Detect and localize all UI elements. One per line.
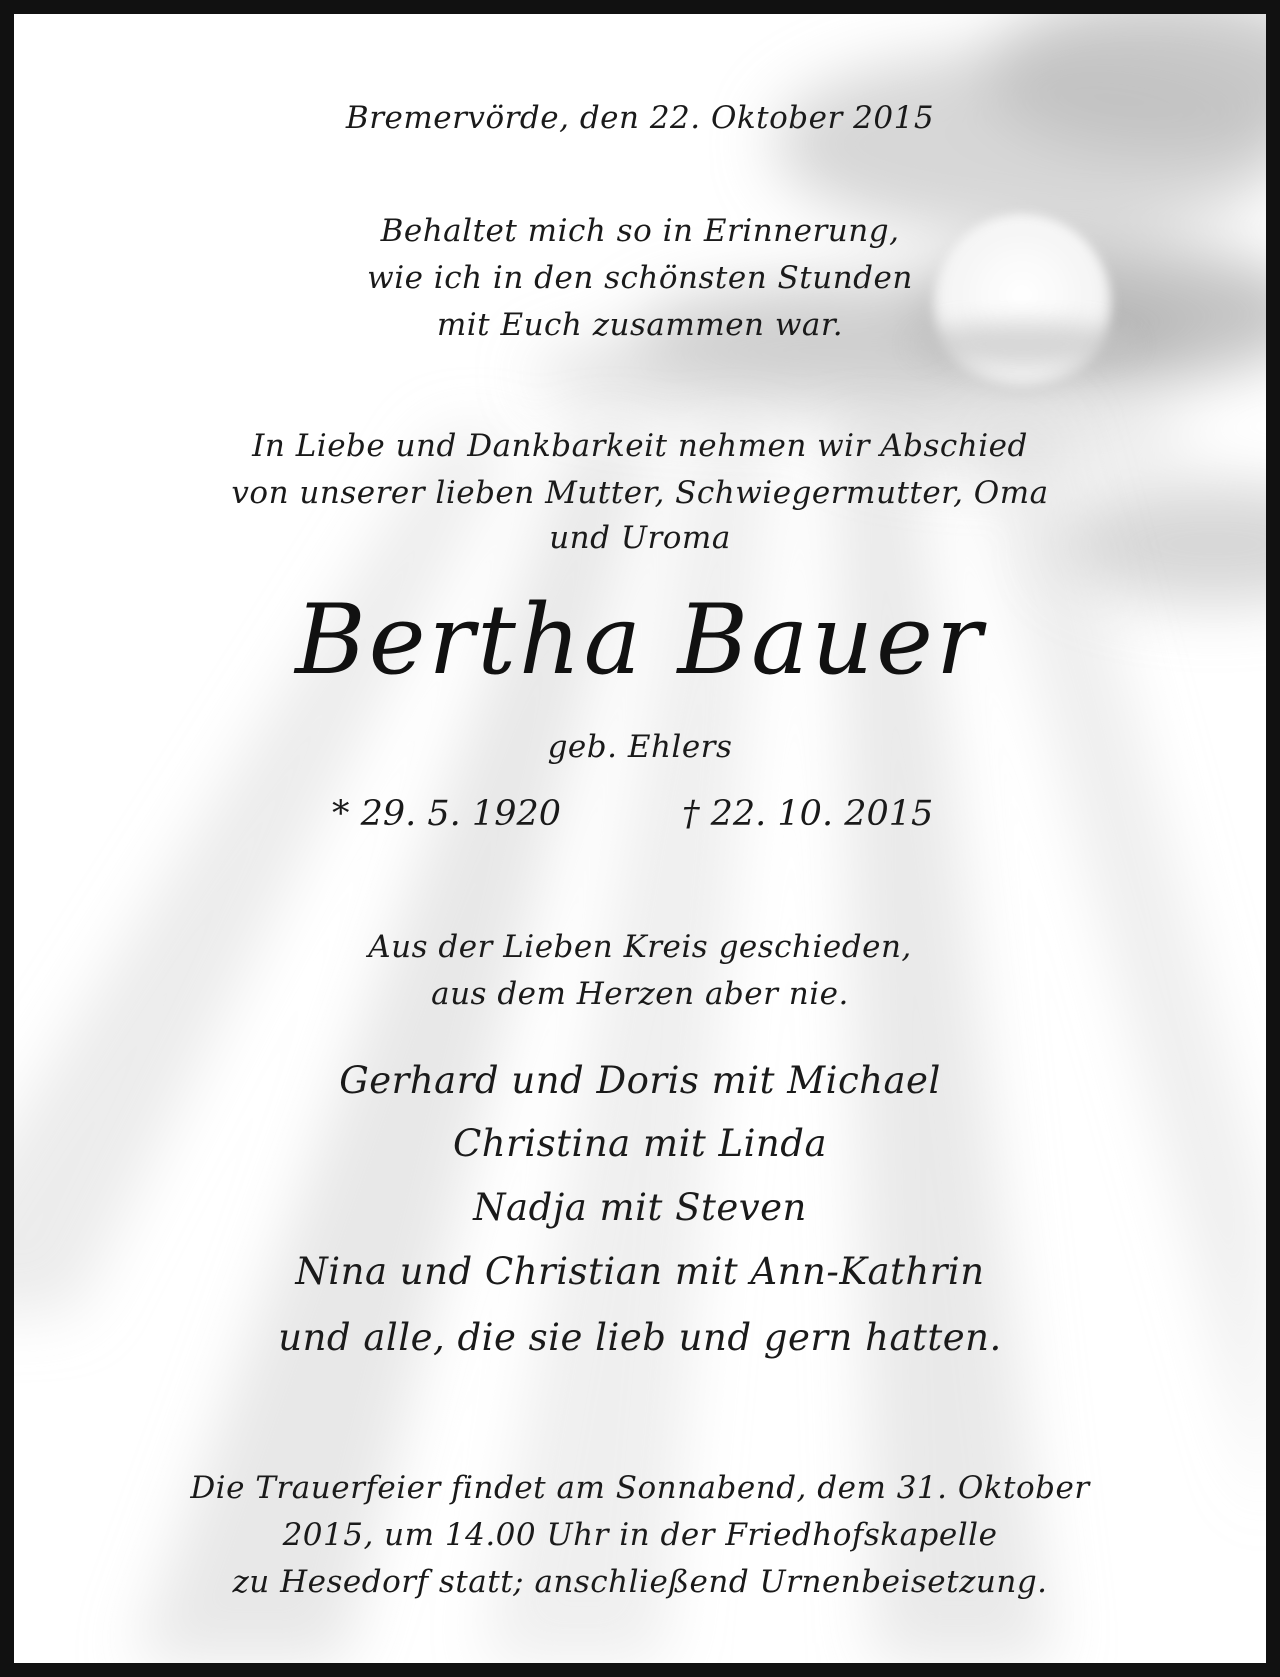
service-line-1: Die Trauerfeier findet am Sonnabend, dem 31. Oktober	[190, 1470, 1090, 1506]
death-date: † 22. 10. 2015	[682, 794, 934, 834]
intro-line-1: In Liebe und Dankbarkeit nehmen wir Abschied	[252, 428, 1028, 464]
mourner-line-2: Christina mit Linda	[452, 1122, 828, 1165]
quote1-line-1: Behaltet mich so in Erinnerung,	[380, 213, 900, 249]
quote2-line-2: aus dem Herzen aber nie.	[431, 976, 849, 1012]
place-and-date: Bremervörde, den 22. Oktober 2015	[345, 100, 935, 136]
service-line-2: 2015, um 14.00 Uhr in der Friedhofskapelle	[282, 1517, 998, 1553]
deceased-name: Bertha Bauer	[295, 584, 985, 696]
obituary-text	[14, 14, 1266, 1663]
mourner-line-1: Gerhard und Doris mit Michael	[339, 1059, 941, 1102]
mourner-line-3: Nadja mit Steven	[473, 1186, 807, 1229]
intro-line-3: und Uroma	[549, 520, 731, 556]
quote2-line-1: Aus der Lieben Kreis geschieden,	[368, 929, 912, 965]
mourner-line-4: Nina und Christian mit Ann-Kathrin	[295, 1250, 985, 1293]
mourner-line-5: und alle, die sie lieb und gern hatten.	[278, 1316, 1002, 1359]
service-line-3: zu Hesedorf statt; anschließend Urnenbeisetzung.	[232, 1564, 1048, 1600]
quote1-line-3: mit Euch zusammen war.	[436, 307, 844, 343]
quote1-line-2: wie ich in den schönsten Stunden	[367, 260, 913, 296]
intro-line-2: von unserer lieben Mutter, Schwiegermutter, Oma	[231, 475, 1049, 511]
maiden-name: geb. Ehlers	[547, 729, 733, 765]
birth-date: * 29. 5. 1920	[332, 794, 562, 834]
